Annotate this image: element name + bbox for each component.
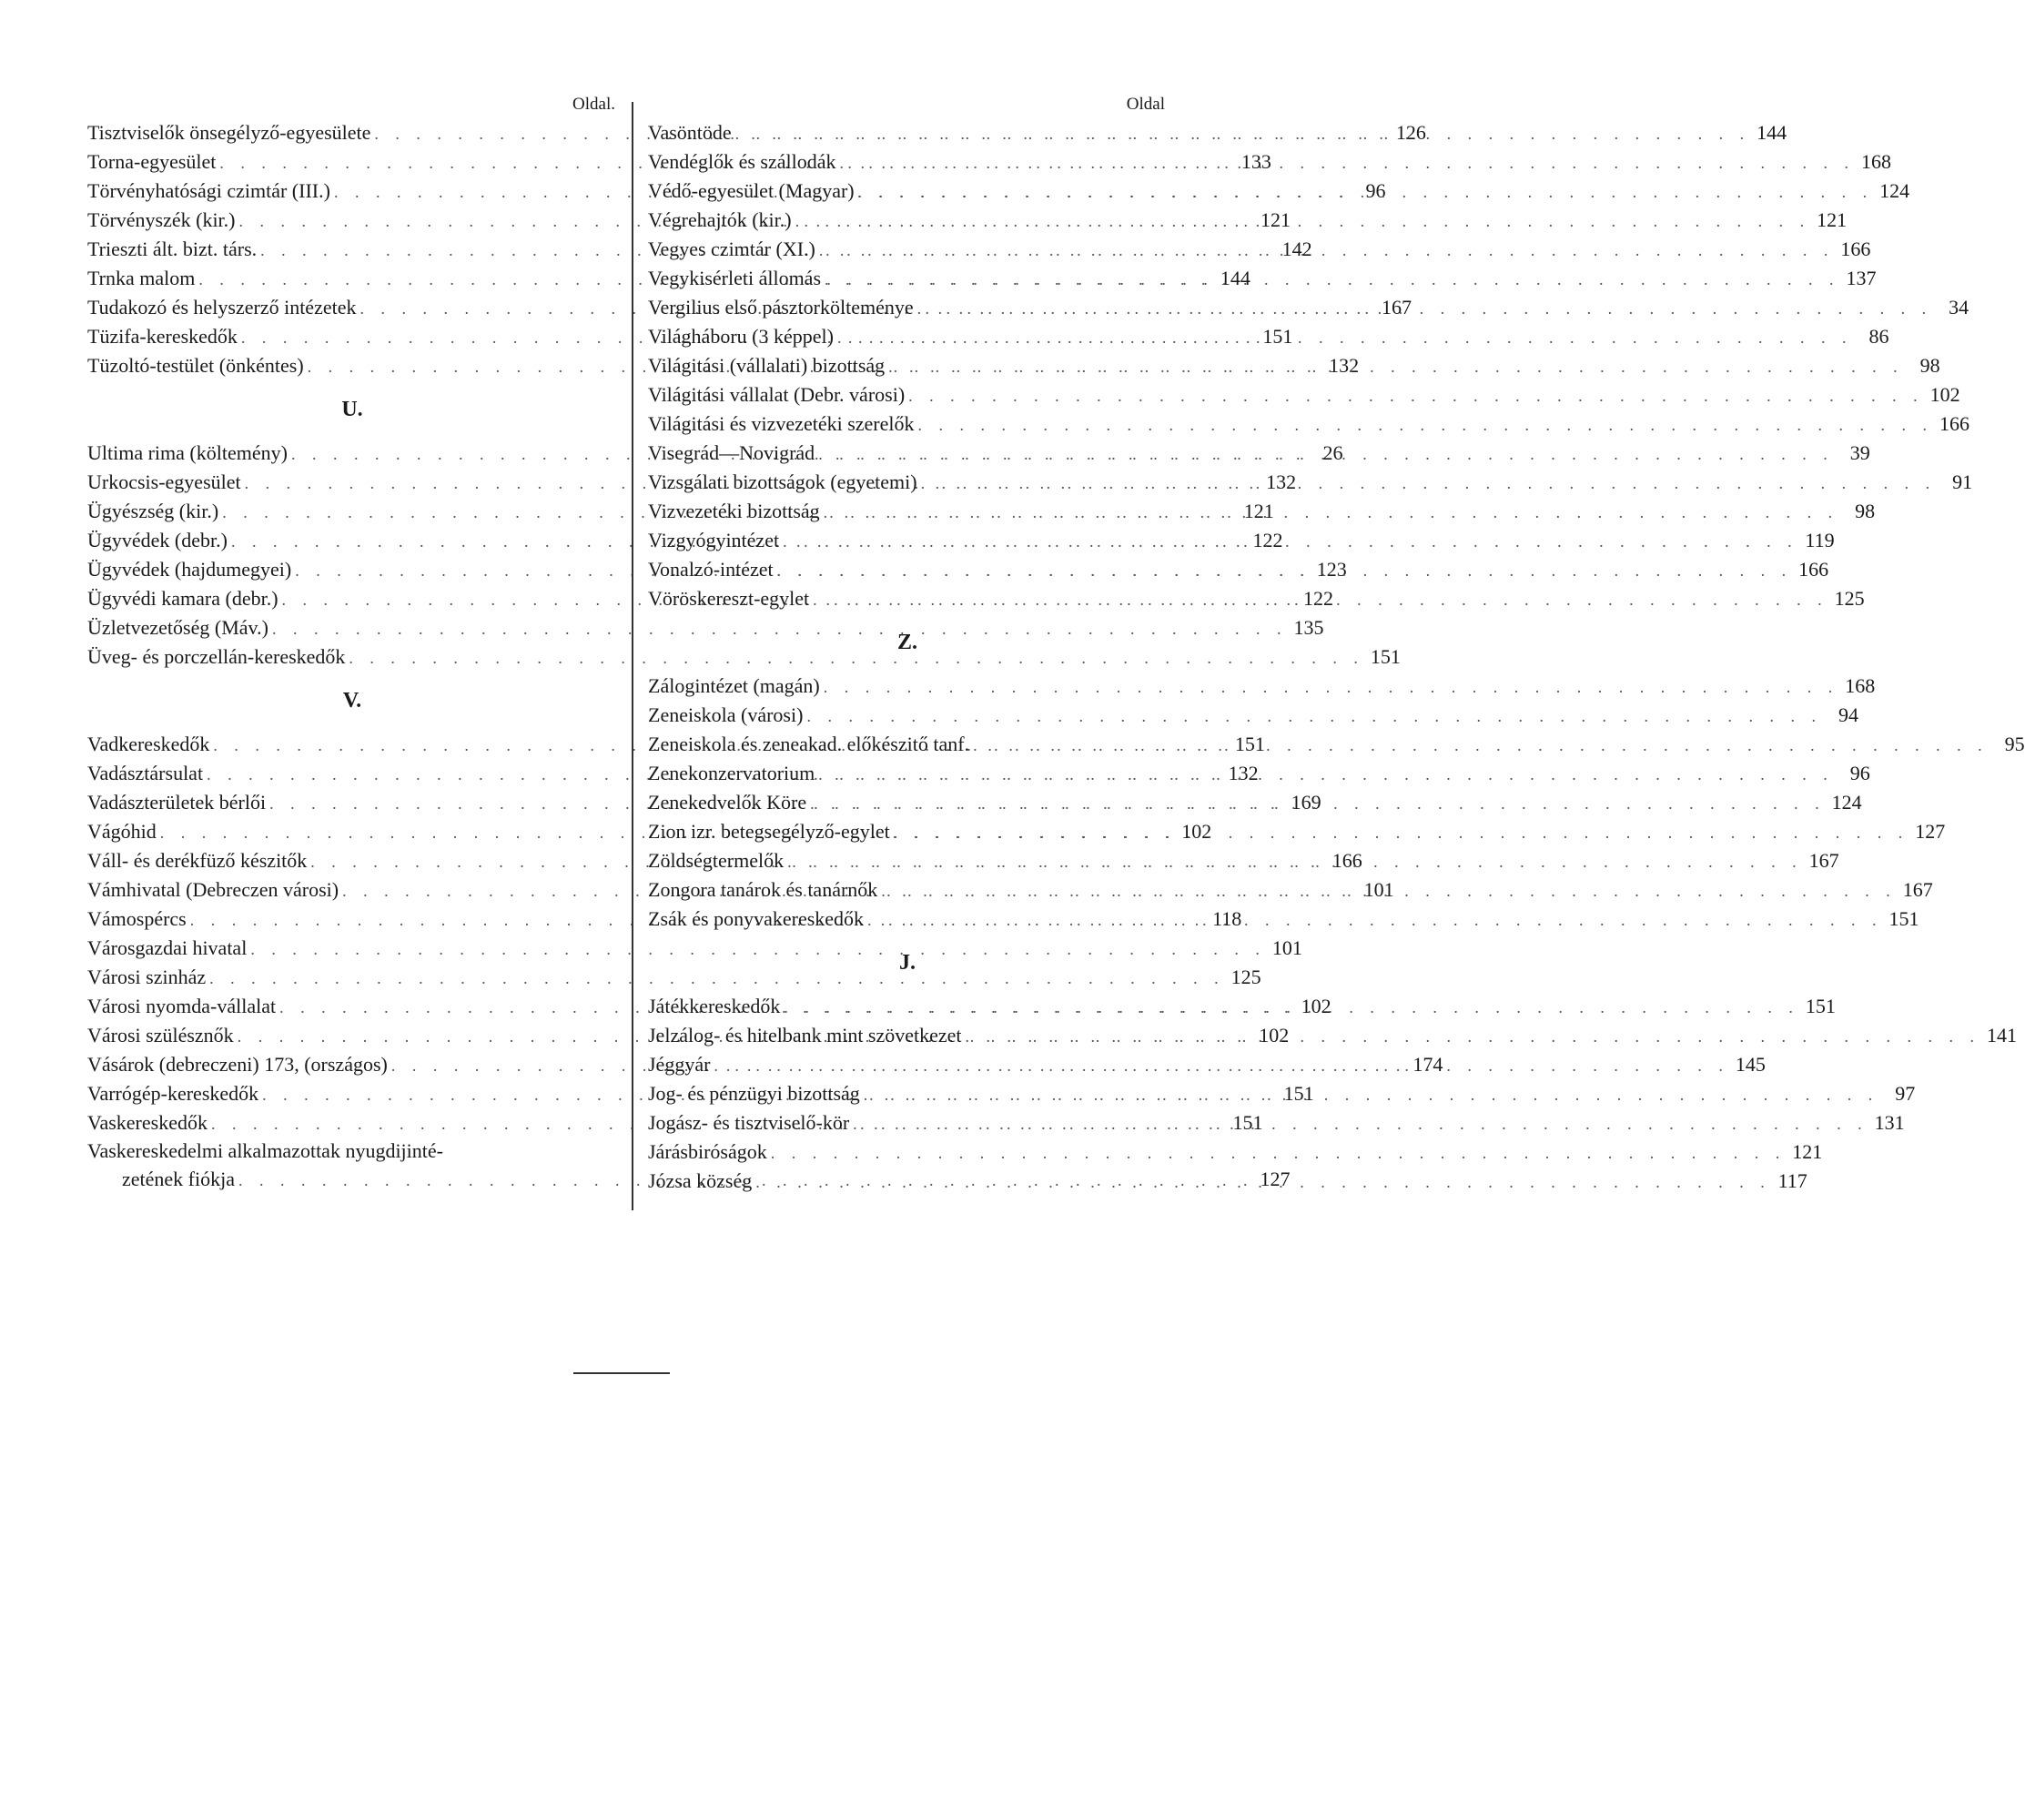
leader-dots xyxy=(881,876,1897,905)
entry-label: Ügyészség (kir.) xyxy=(87,500,219,522)
leader-dots xyxy=(853,1109,1868,1138)
entry-page-number: 123 xyxy=(1316,558,1347,581)
entry-page-number: 151 xyxy=(1805,995,1836,1017)
leader-dots xyxy=(818,440,1834,469)
leader-dots xyxy=(784,993,1799,1022)
entry-label: Járásbiróságok xyxy=(648,1140,767,1163)
entry-label: Vizvezetéki bizottság xyxy=(648,500,820,522)
entry-label: Vendéglők és szállodák xyxy=(648,150,836,173)
leader-dots xyxy=(973,731,1989,760)
entry-page-number: 144 xyxy=(1220,267,1250,289)
leader-dots xyxy=(783,527,1798,556)
entry-label: Urkocsis-egyesület xyxy=(87,470,241,493)
entry-page-number: 132 xyxy=(1228,762,1259,784)
entry-label: Vizgyógyintézet xyxy=(648,529,780,551)
entry-label: Váll- és derékfüző készitők xyxy=(87,849,308,872)
entry-page-number: 141 xyxy=(1987,1024,2018,1046)
entry-label: Zion izr. betegsegélyző-egylet xyxy=(648,820,890,843)
entry-label: Jelzálog- és hitelbank mint szövetkezet xyxy=(648,1024,962,1046)
entry-label: Világháboru (3 képpel) xyxy=(648,325,834,348)
entry-page-number: 135 xyxy=(1293,616,1324,639)
entry-label: Vonalzó-intézet xyxy=(648,558,774,581)
entry-label: Vegykisérleti állomás xyxy=(648,267,822,289)
entry-label: Józsa község xyxy=(648,1169,753,1192)
index-entry xyxy=(648,672,1876,701)
entry-page-number: 121 xyxy=(1817,208,1848,231)
entry-page-number: 101 xyxy=(1271,936,1302,959)
leader-dots xyxy=(908,381,1924,410)
entry-label: Ügyvédi kamara (debr.) xyxy=(87,587,278,610)
leader-dots xyxy=(825,265,1840,294)
entry-label: Vadásztársulat xyxy=(87,762,204,784)
leader-dots xyxy=(795,207,1811,236)
entry-label-first-line: Vaskereskedelmi alkalmazottak nyugdijinté- xyxy=(87,1139,443,1162)
entry-label: Vergilius első pásztorkölteménye xyxy=(648,296,914,318)
entry-page-number: 169 xyxy=(1291,791,1321,814)
entry-page-number: 132 xyxy=(1266,470,1297,493)
entry-page-number: 122 xyxy=(1303,587,1334,610)
entry-label: Zeneiskola és zeneakad. előkészitő tanf. xyxy=(648,733,970,755)
entry-page-number: 91 xyxy=(1952,470,1973,493)
entry-page-number: 145 xyxy=(1735,1053,1766,1076)
entry-label: Törvényhatósági czimtár (III.) xyxy=(87,179,330,202)
index-entry xyxy=(648,410,1969,439)
entry-label: Zsák és ponyvakereskedők xyxy=(648,907,865,930)
entry-label: zetének fiókja xyxy=(122,1168,235,1190)
entry-label: Vágóhid xyxy=(87,820,157,843)
entry-page-number: 98 xyxy=(1855,500,1876,522)
entry-label: Ügyvédek (hajdumegyei) xyxy=(87,558,292,581)
section-letter-heading: J. xyxy=(899,951,916,975)
entry-label: Ultima rima (költemény) xyxy=(87,441,288,464)
entry-page-number: 125 xyxy=(1834,587,1865,610)
entry-page-number: 121 xyxy=(1261,208,1291,231)
entry-label: Zeneiskola (városi) xyxy=(648,703,804,726)
entry-label: Vadászterületek bérlői xyxy=(87,791,267,814)
entry-page-number: 102 xyxy=(1181,820,1212,843)
entry-page-number: 102 xyxy=(1301,995,1331,1017)
entry-page-number: 126 xyxy=(1395,121,1426,144)
index-entry xyxy=(87,963,1261,992)
entry-label: Tudakozó és helyszerző intézetek xyxy=(87,296,357,318)
page-column-header: Oldal. xyxy=(572,95,615,114)
entry-label: Törvényszék (kir.) xyxy=(87,208,236,231)
entry-label: Zöldségtermelők xyxy=(648,849,785,872)
leader-dots xyxy=(755,1168,1771,1197)
entry-label: Tisztviselők önsegélyző-egyesülete xyxy=(87,121,371,144)
leader-dots xyxy=(777,556,1793,585)
leader-dots xyxy=(818,760,1834,789)
entry-page-number: 131 xyxy=(1874,1111,1905,1134)
leader-dots xyxy=(714,1051,1729,1080)
entry-page-number: 167 xyxy=(1902,878,1933,901)
entry-page-number: 101 xyxy=(1363,878,1394,901)
leader-dots xyxy=(771,1138,1787,1168)
entry-page-number: 151 xyxy=(1283,1082,1314,1105)
entry-label: Városi szülésznők xyxy=(87,1024,234,1046)
entry-label: Világitási és vizvezetéki szerelők xyxy=(648,412,915,435)
entry-label: Vöröskereszt-egylet xyxy=(648,587,810,610)
entry-label: Vaskereskedők xyxy=(87,1111,208,1134)
entry-label: Jog- és pénzügyi bizottság xyxy=(648,1082,860,1105)
entry-label: Trieszti ált. bizt. társ. xyxy=(87,238,258,260)
entry-page-number: 34 xyxy=(1949,296,1969,318)
entry-page-number: 142 xyxy=(1281,238,1312,260)
entry-page-number: 118 xyxy=(1212,907,1242,930)
entry-page-number: 39 xyxy=(1849,441,1870,464)
entry-label: Vizsgálati bizottságok (egyetemi) xyxy=(648,470,917,493)
entry-page-number: 174 xyxy=(1412,1053,1443,1076)
entry-label: Játékkereskedők xyxy=(648,995,781,1017)
section-letter-heading: V. xyxy=(342,689,362,713)
leader-dots xyxy=(917,294,1933,323)
section-letter-heading: Z. xyxy=(896,631,917,654)
entry-page-number: 117 xyxy=(1777,1169,1807,1192)
entry-label: Varrógép-kereskedők xyxy=(87,1082,259,1105)
entry-label: Világitási vállalat (Debr. városi) xyxy=(648,383,906,406)
entry-label: Vámospércs xyxy=(87,907,187,930)
entry-page-number: 127 xyxy=(1260,1168,1291,1190)
entry-page-number: 133 xyxy=(1240,150,1271,173)
entry-label: Zenekedvelők Köre xyxy=(648,791,807,814)
entry-page-number: 127 xyxy=(1915,820,1946,843)
entry-label: Trnka malom xyxy=(87,267,196,289)
entry-page-number: 166 xyxy=(1331,849,1362,872)
entry-page-number: 102 xyxy=(1259,1024,1290,1046)
leader-dots xyxy=(819,236,1835,265)
entry-label: Vásárok (debreczeni) 173, (országos) xyxy=(87,1053,388,1076)
entry-page-number: 167 xyxy=(1381,296,1412,318)
entry-label: Vadkereskedők xyxy=(87,733,210,755)
entry-label: Világitási (vállalati) bizottság xyxy=(648,354,886,377)
leader-dots xyxy=(735,119,1751,148)
entry-page-number: 166 xyxy=(1939,412,1969,435)
leader-dots xyxy=(894,818,1909,847)
entry-label: Zongora tanárok és tanárnők xyxy=(648,878,878,901)
index-entry xyxy=(648,380,1960,410)
index-entry xyxy=(648,701,1858,730)
entry-label: Tüzoltó-testület (önkéntes) xyxy=(87,354,304,377)
entry-page-number: 166 xyxy=(1798,558,1829,581)
closing-rule xyxy=(573,1372,670,1374)
leader-dots xyxy=(787,847,1803,876)
index-entry xyxy=(648,1138,1823,1167)
leader-dots xyxy=(966,1022,1981,1051)
entry-label: Visegrád—Novigrád xyxy=(648,441,815,464)
entry-page-number: 168 xyxy=(1861,150,1891,173)
entry-label: Jéggyár xyxy=(648,1053,711,1076)
entry-label: Városi szinház xyxy=(87,966,207,988)
leader-dots xyxy=(840,148,1856,177)
entry-label: Torna-egyesület xyxy=(87,150,217,173)
entry-label: Végrehajtók (kir.) xyxy=(648,208,792,231)
entry-label: Tüzifa-kereskedők xyxy=(87,325,238,348)
entry-page-number: 95 xyxy=(2004,733,2025,755)
section-letter-heading: U. xyxy=(341,398,363,421)
entry-page-number: 119 xyxy=(1805,529,1835,551)
entry-label: Városi nyomda-vállalat xyxy=(87,995,277,1017)
entry-page-number: 102 xyxy=(1929,383,1960,406)
index-entry xyxy=(87,613,1324,642)
column-divider xyxy=(632,102,633,1210)
entry-label: Vegyes czimtár (XI.) xyxy=(648,238,815,260)
entry-page-number: 151 xyxy=(1888,907,1919,930)
leader-dots xyxy=(806,702,1822,731)
entry-label: Városgazdai hivatal xyxy=(87,936,248,959)
leader-dots xyxy=(810,789,1826,818)
entry-page-number: 98 xyxy=(1919,354,1940,377)
leader-dots xyxy=(824,498,1839,527)
entry-page-number: 26 xyxy=(1322,441,1343,464)
entry-page-number: 94 xyxy=(1838,703,1858,726)
page-column-header: Oldal xyxy=(1126,95,1165,114)
entry-page-number: 151 xyxy=(1370,645,1401,668)
leader-dots xyxy=(837,323,1853,352)
leader-dots xyxy=(858,177,1874,207)
entry-page-number: 151 xyxy=(1234,733,1265,755)
leader-dots xyxy=(918,410,1934,440)
entry-page-number: 121 xyxy=(1243,500,1274,522)
entry-label: Jogász- és tisztviselő-kör xyxy=(648,1111,850,1134)
entry-page-number: 168 xyxy=(1845,674,1876,697)
entry-page-number: 86 xyxy=(1868,325,1889,348)
entry-page-number: 124 xyxy=(1831,791,1862,814)
entry-page-number: 167 xyxy=(1808,849,1839,872)
entry-page-number: 97 xyxy=(1895,1082,1916,1105)
index-entry xyxy=(648,206,1848,235)
entry-label: Vasöntöde xyxy=(648,121,732,144)
entry-page-number: 125 xyxy=(1230,966,1261,988)
leader-dots xyxy=(864,1080,1879,1109)
entry-label: Ügyvédek (debr.) xyxy=(87,529,228,551)
leader-dots xyxy=(824,672,1839,702)
entry-page-number: 96 xyxy=(1365,179,1386,202)
leader-dots xyxy=(813,585,1828,614)
entry-page-number: 124 xyxy=(1879,179,1910,202)
leader-dots xyxy=(888,352,1904,381)
entry-label: Vámhivatal (Debreczen városi) xyxy=(87,878,339,901)
entry-label: Védő-egyesület (Magyar) xyxy=(648,179,855,202)
index-entry xyxy=(87,642,1401,672)
entry-label: Üzletvezetőség (Máv.) xyxy=(87,616,268,639)
entry-page-number: 151 xyxy=(1232,1111,1263,1134)
entry-page-number: 166 xyxy=(1840,238,1871,260)
entry-label: Zenekonzervatorium xyxy=(648,762,815,784)
entry-label: Zálogintézet (magán) xyxy=(648,674,820,697)
leader-dots xyxy=(921,469,1937,498)
entry-page-number: 151 xyxy=(1262,325,1293,348)
leader-dots xyxy=(867,905,1883,935)
entry-page-number: 121 xyxy=(1792,1140,1823,1163)
entry-page-number: 132 xyxy=(1329,354,1360,377)
entry-page-number: 122 xyxy=(1252,529,1283,551)
entry-page-number: 144 xyxy=(1757,121,1787,144)
index-entry xyxy=(87,934,1302,963)
entry-page-number: 96 xyxy=(1849,762,1870,784)
entry-label: Üveg- és porczellán-kereskedők xyxy=(87,645,346,668)
entry-page-number: 137 xyxy=(1846,267,1877,289)
